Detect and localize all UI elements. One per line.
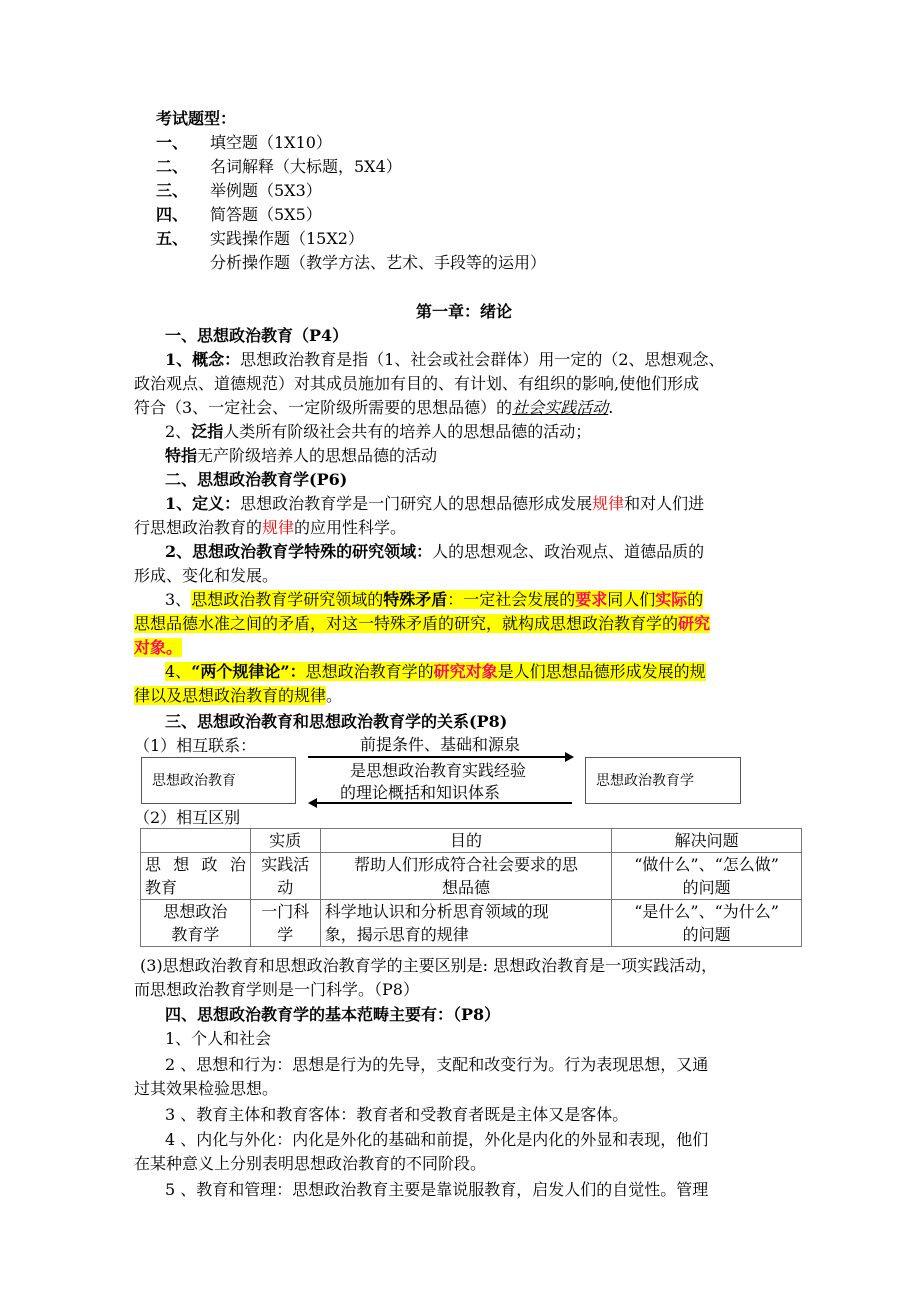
exam-item-label: 填空题（1X10） <box>210 133 332 152</box>
cell-line: 思想政治 <box>145 855 246 874</box>
exam-extra-item: 分析操作题（教学方法、艺术、手段等的运用） <box>210 253 547 272</box>
highlighted-text: 律以及思想政治教育的规律 <box>134 686 327 705</box>
paragraph-line: 政治观点、道德规范）对其成员施加有目的、有计划、有组织的影响,使他们形成 <box>134 374 700 393</box>
exam-item <box>156 227 364 251</box>
cell-line: 帮助人们形成符合社会要求的思 <box>353 855 578 874</box>
exam-item-label: 名词解释（大标题，5X4） <box>210 157 402 176</box>
paragraph-text: 同人们 <box>607 590 656 609</box>
table-row <box>141 853 802 900</box>
cell-line: 一门科 <box>261 902 310 921</box>
paragraph-line: 形成、变化和发展。 <box>134 566 279 585</box>
paragraph-text: 思想政治教育学的 <box>305 662 434 681</box>
cell-line: 象，揭示思育的规律 <box>324 925 469 944</box>
paragraph-text: 人的思想观念、政治观点、道德品质的 <box>432 542 705 561</box>
cell-line: 的问题 <box>682 878 731 897</box>
red-keyword: 研究 <box>678 614 711 633</box>
bottom-arrow-label-2: 的理论概括和知识体系 <box>340 783 501 802</box>
table-cell-solves <box>612 900 802 947</box>
paragraph-line: 而思想政治教育学则是一门科学。（P8） <box>134 980 419 999</box>
cell-line: “是什么”、“为什么” <box>634 902 779 921</box>
subheading: （2）相互区别 <box>134 808 241 827</box>
category-item: 1、个人和社会 <box>165 1029 272 1048</box>
bottom-arrow-label-1: 是思想政治教育实践经验 <box>350 761 527 780</box>
paragraph-text: 4、 <box>165 662 192 681</box>
red-keyword: 对象。 <box>134 638 183 657</box>
table-cell-goal <box>320 900 611 947</box>
table-cell-solves <box>612 853 802 900</box>
term-label: 特指 <box>165 446 198 465</box>
paragraph-line: (3)思想政治教育和思想政治教育学的主要区别是: 思想政治教育是一项实践活动， <box>140 956 718 975</box>
category-item: 2 、思想和行为：思想是行为的先导，支配和改变行为。行为表现思想，又通 <box>165 1055 709 1074</box>
paragraph-text: 人类所有阶级社会共有的培养人的思想品德的活动； <box>223 422 592 441</box>
red-keyword: 要求 <box>575 590 608 609</box>
arrow-left-icon <box>316 802 572 804</box>
term-label: 1、概念： <box>165 350 241 369</box>
category-item: 3 、教育主体和教育客体：教育者和受教育者既是主体又是客体。 <box>165 1105 629 1124</box>
cell-line: 思想政治 <box>163 902 228 921</box>
term-label: 特殊矛盾 <box>383 590 448 609</box>
table-header-cell: 目的 <box>320 829 611 853</box>
cell-line: 的问题 <box>682 925 731 944</box>
cell-line: 动 <box>277 878 294 897</box>
paragraph-text: 无产阶级培养人的思想品德的活动 <box>197 446 438 465</box>
highlighted-line <box>134 636 182 660</box>
cell-line: 教育学 <box>171 925 220 944</box>
paragraph-line <box>165 444 437 468</box>
paragraph-text: 是人们思想品德形成发展的规 <box>497 662 706 681</box>
highlighted-line <box>165 588 703 612</box>
highlighted-text <box>165 662 706 681</box>
term-label: 1、定义： <box>165 494 241 513</box>
highlighted-line <box>165 660 706 684</box>
exam-item <box>156 155 402 179</box>
section-heading: 三、思想政治教育和思想政治教育学的关系(P8) <box>165 712 508 731</box>
underlined-term: 社会实践活动 <box>512 398 609 417</box>
exam-item-number: 一、 <box>156 133 189 152</box>
paragraph-text: 和对人们进 <box>624 494 705 513</box>
exam-item-label: 举例题（5X3） <box>210 181 322 200</box>
exam-item-number: 二、 <box>156 157 189 176</box>
paragraph-line <box>165 492 704 516</box>
red-keyword: 研究对象 <box>433 662 498 681</box>
paragraph-line <box>134 396 613 420</box>
paragraph-text: 思想政治教育是指（1、社会或社会群体）用一定的（2、思想观念、 <box>240 350 725 369</box>
cell-line: 想品德 <box>441 878 490 897</box>
highlighted-line <box>134 612 710 636</box>
cell-line: 实践活 <box>261 855 310 874</box>
exam-item <box>156 179 322 203</box>
table-cell-nature <box>250 900 320 947</box>
diagram-box-discipline: 思想政治教育学 <box>585 757 741 804</box>
red-keyword: 实际 <box>655 590 688 609</box>
category-item: 4 、内化与外化：内化是外化的基础和前提，外化是内化的外显和表现，他们 <box>165 1130 709 1149</box>
paragraph-line <box>165 540 704 564</box>
section-heading: 一、思想政治教育（P4） <box>165 326 349 345</box>
table-cell-name <box>141 900 251 947</box>
chapter-title: 第一章：绪论 <box>416 302 513 321</box>
section-heading: 二、思想政治教育学(P6) <box>165 470 348 489</box>
red-keyword: 规律 <box>592 494 625 513</box>
top-arrow-label: 前提条件、基础和源泉 <box>360 735 521 754</box>
paragraph-text: 3、 <box>165 590 192 609</box>
table-row <box>141 900 802 947</box>
highlighted-text <box>134 614 710 633</box>
highlighted-line <box>134 684 342 708</box>
subheading: （1）相互联系： <box>134 736 257 755</box>
highlighted-text <box>191 590 703 609</box>
paragraph-text: 的应用性科学。 <box>294 518 407 537</box>
cell-line: 科学地认识和分析思育领域的现 <box>324 902 549 921</box>
exam-item <box>156 203 322 227</box>
table-cell-nature <box>250 853 320 900</box>
table-header-cell <box>141 829 251 853</box>
exam-item-number: 三、 <box>156 181 189 200</box>
paragraph-text: 思想品德水准之间的矛盾，对这一特殊矛盾的研究，就构成思想政治教育学的 <box>134 614 679 633</box>
cell-line: 学 <box>277 925 294 944</box>
exam-item <box>156 131 332 155</box>
paragraph-text: . <box>608 398 614 417</box>
term-label: 2、思想政治教育学特殊的研究领域： <box>165 542 433 561</box>
paragraph-line <box>134 516 406 540</box>
category-item: 5 、教育和管理：思想政治教育主要是靠说服教育，启发人们的自觉性。管理 <box>165 1180 709 1199</box>
cell-line: 教育 <box>145 878 178 897</box>
red-keyword: 规律 <box>262 518 295 537</box>
exam-item-label: 实践操作题（15X2） <box>210 229 364 248</box>
arrow-right-icon <box>308 756 566 758</box>
paragraph-text: ：一定社会发展的 <box>447 590 576 609</box>
table-header-cell: 实质 <box>250 829 320 853</box>
category-item-continued: 过其效果检验思想。 <box>134 1079 279 1098</box>
paragraph-line <box>165 348 725 372</box>
term-label: 泛指 <box>191 422 224 441</box>
paragraph-text: 思想政治教育学是一门研究人的思想品德形成发展 <box>240 494 593 513</box>
paragraph-text: 符合（3、一定社会、一定阶级所需要的思想品德）的 <box>134 398 513 417</box>
paragraph-line <box>165 420 591 444</box>
cell-line: “做什么”、“怎么做” <box>634 855 779 874</box>
exam-title: 考试题型： <box>156 109 237 128</box>
term-label: “两个规律论”： <box>191 662 306 681</box>
paragraph-text: 2、 <box>165 422 192 441</box>
diagram-box-education: 思想政治教育 <box>141 757 296 804</box>
category-item-continued: 在某种意义上分别表明思想政治教育的不同阶段。 <box>134 1154 487 1173</box>
table-cell-goal <box>320 853 611 900</box>
comparison-table <box>140 828 802 947</box>
section-heading: 四、思想政治教育学的基本范畴主要有：（P8） <box>165 1005 501 1024</box>
table-header-row <box>141 829 802 853</box>
table-header-cell: 解决问题 <box>612 829 802 853</box>
table-cell-name <box>141 853 251 900</box>
paragraph-text: 行思想政治教育的 <box>134 518 263 537</box>
exam-item-label: 简答题（5X5） <box>210 205 322 224</box>
paragraph-text: 。 <box>326 686 343 705</box>
exam-item-number: 四、 <box>156 205 189 224</box>
paragraph-text: 思想政治教育学研究领域的 <box>191 590 384 609</box>
exam-item-number: 五、 <box>156 229 189 248</box>
paragraph-text: 的 <box>687 590 704 609</box>
